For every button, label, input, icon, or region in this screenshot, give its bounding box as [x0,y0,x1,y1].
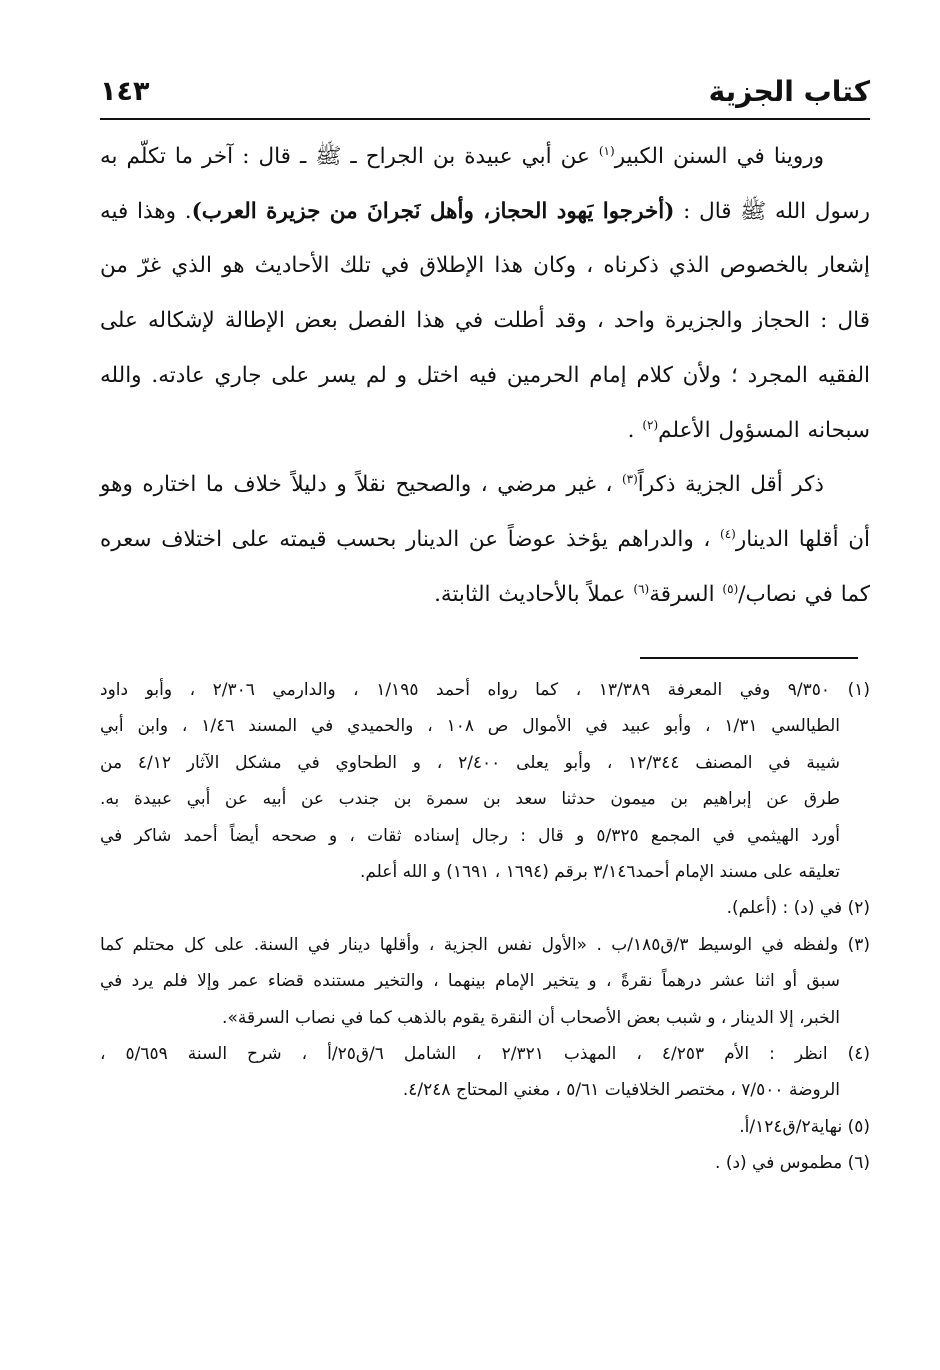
footnote-ref-3: (٣) [621,472,638,487]
footnote-6 [100,1145,870,1181]
paragraph-2-text-b: ، غير مرضي ، والصحيح نقلاً و دليلاً خلاف ما اختاره وهو أن أقلها الدينار [100,472,870,552]
main-text [100,130,870,622]
footnote-1-line: طرق عن إبراهيم بن ميمون حدثنا سعد بن سمرة بن جندب عن أبيه عن أبي عبيدة به. [100,789,840,810]
footnote-3-line: سبق أو اثنا عشر درهماً نقرةً ، و يتخير الإمام بينهما ، والتخير مستنده قضاء عمر وإلا فلم يرد في [100,971,840,992]
footnote-1-line: (١) ٩/٣٥٠ وفي المعرفة ١٣/٣٨٩ ، كما رواه أحمد ١/١٩٥ ، والدارمي ٢/٣٠٦ ، وأبو داود [100,680,871,700]
footnote-6-line: (٦) مطموس في (د) . [715,1153,870,1174]
paragraph-2-text-d: السرقة [649,581,723,607]
footnote-4-line: (٤) انظر : الأم ٤/٢٥٣ ، المهذب ٢/٣٢١ ، الشامل ٦/ق٢٥/أ ، شرح السنة ٥/٦٥٩ ، [100,1044,871,1065]
footnote-2 [100,890,870,926]
footnote-ref-2: (٢) [642,417,659,432]
paragraph-1-text-b: عن أبي عبيدة بن الجراح ـ ﷺ ـ قال : آخر ما تكلّم به رسول الله ﷺ قال : [100,144,870,224]
page-number: ١٤٣ [100,76,150,107]
paragraph-1 [100,130,870,458]
paragraph-1-text-c: . وهذا فيه إشعار بالخصوص الذي ذكرناه ، وكان هذا الإطلاق في تلك الأحاديث هو الذي غرّ من قال : الحجاز والجزيرة واحد ، وقد أطلت في هذا الفصل بعض الإطالة لإشكاله على الفقيه المجرد ؛ ولأن كلام إمام الحرمين فيه اختل و لم يسر على جاري عادته. والله سبحانه المسؤول الأعلم [100,198,870,443]
footnote-5-line: (٥) نهاية٢/ق١٢٤/أ. [739,1116,870,1137]
footnote-1-line: أورد الهيثمي في المجمع ٥/٣٢٥ و قال : رجال إسناده ثقات ، و صححه أيضاً أحمد شاكر في [100,825,840,846]
paragraph-2 [100,458,870,622]
hadith-quote: (أخرجوا يَهود الحجاز، وأهل نَجرانَ من جزيرة العرب) [191,198,675,224]
header-rule [100,118,870,120]
footnote-1-line: شيبة في المصنف ١٢/٣٤٤ ، وأبو يعلى ٢/٤٠٠ ، و الطحاوي في مشكل الآثار ٤/١٢ من [100,752,841,773]
footnote-4-line: الروضة ٧/٥٠٠ ، مختصر الخلافيات ٥/٦١ ، مغني المحتاج ٤/٢٤٨. [402,1080,840,1101]
paragraph-1-text-d: . [627,417,643,443]
footnotes [100,672,870,1182]
footnote-3-line: الخبر، إلا الدينار ، و شبب بعض الأصحاب أن النقرة يقوم بالذهب كما في نصاب السرقة». [222,1007,840,1028]
page-header [100,68,870,116]
paragraph-2-text-c: ، والدراهم يؤخذ عوضاً عن الدينار بحسب قيمته على اختلاف سعره كما في نصاب/ [100,526,870,607]
footnote-ref-6: (٦) [633,581,650,596]
footnote-ref-4: (٤) [720,526,736,541]
paragraph-2-text-a: ذكر أقل الجزية ذكراً [637,472,824,498]
running-title: كتاب الجزية [708,75,870,108]
footnote-4 [100,1036,870,1109]
footnote-ref-1: (١) [598,143,615,158]
footnote-1-line: الطيالسي ١/٣١ ، وأبو عبيد في الأموال ص ١٠٨ ، والحميدي في المسند ١/٤٦ ، وابن أبي [100,716,840,737]
footnote-separator [640,657,858,659]
footnote-3-line: (٣) ولفظه في الوسيط ٣/ق١٨٥/ب . «الأول نفس الجزية ، وأقلها دينار في السنة. على كل محتلم كما [100,934,870,955]
footnote-1 [100,672,870,890]
footnote-1-line: تعليقه على مسند الإمام أحمد٣/١٤٦ برقم (١٦٩٤ ، ١٦٩١) و الله أعلم. [359,862,840,883]
footnote-5 [100,1109,870,1145]
paragraph-2-text-e: عملاً بالأحاديث الثابتة. [434,581,634,607]
footnote-2-line: (٢) في (د) : (أعلم). [726,898,870,919]
paragraph-1-text-a: وروينا في السنن الكبير [614,144,825,169]
footnote-ref-5: (٥) [722,581,739,596]
footnote-3 [100,927,870,1036]
